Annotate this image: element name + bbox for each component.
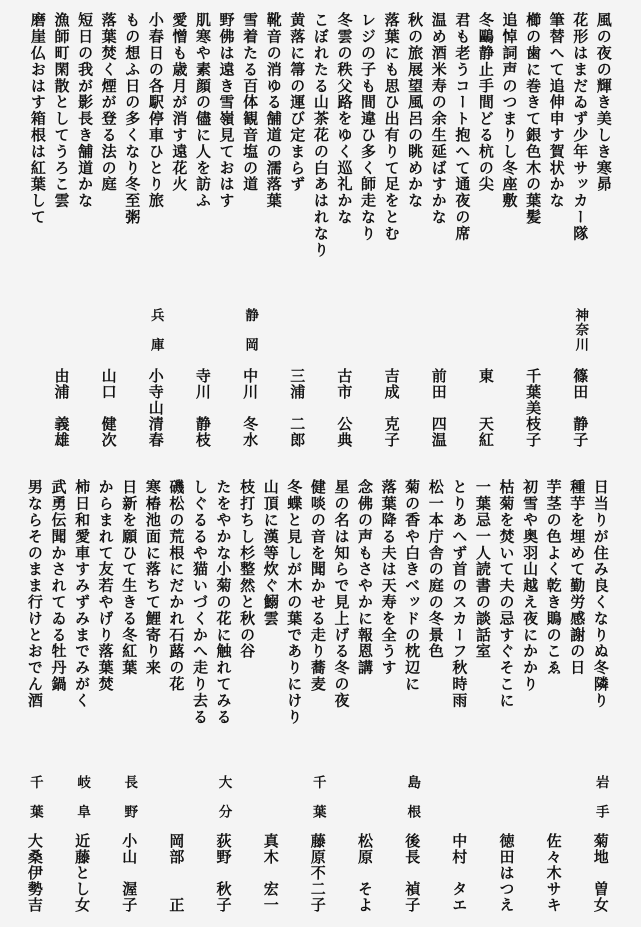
haiku-column: 追悼詞声のつまりし冬座敷 xyxy=(500,12,519,209)
author-name xyxy=(211,833,235,913)
haiku-column: 日当りが住み良くなりぬ冬隣り xyxy=(591,479,610,709)
author-surname: 荻野 xyxy=(214,833,233,865)
author-surname: 小寺山 xyxy=(146,368,165,416)
author-given-name: 伊勢吉 xyxy=(25,865,44,913)
haiku-column: 念佛の声もさやかに報恩講 xyxy=(356,479,375,676)
haiku-column: もの想ふ日の多くなり冬至粥 xyxy=(123,12,142,226)
author-name xyxy=(447,833,471,913)
author-prefecture: 長野 xyxy=(121,775,138,818)
haiku-column: たをやかな小菊の花に触れてみる xyxy=(214,479,233,725)
author-prefecture xyxy=(447,775,471,818)
author-name xyxy=(588,833,612,913)
author-surname: 徳田 xyxy=(497,833,516,865)
haiku-column: 落葉焚く煙が登る法の庭 xyxy=(99,12,118,193)
haiku-column: 寒椿池面に落ちて鯉寄り来 xyxy=(143,479,162,676)
author-entry xyxy=(494,775,518,913)
author-entry xyxy=(426,308,450,448)
author-entry xyxy=(521,308,545,448)
author-entry xyxy=(305,775,329,913)
haiku-column: からまれて友若やげり落葉焚 xyxy=(96,479,115,693)
author-prefecture: 島根 xyxy=(404,775,421,818)
haiku-column: レジの子も間違ひ多く師走なり xyxy=(359,12,378,242)
author-name xyxy=(70,833,94,913)
haiku-column: 一葉忌一人読書の談話室 xyxy=(473,479,492,660)
author-prefecture xyxy=(285,308,309,351)
author-entry xyxy=(22,775,46,913)
author-given-name: 克子 xyxy=(382,416,401,448)
haiku-column: 君も老うコート抱へて通夜の席 xyxy=(453,12,472,242)
author-given-name: 公典 xyxy=(335,416,354,448)
author-entry xyxy=(258,775,282,913)
author-name xyxy=(117,833,141,913)
author-prefecture: 千葉 xyxy=(26,775,43,818)
author-given-name: 四温 xyxy=(429,416,448,448)
author-prefecture xyxy=(258,775,282,818)
haiku-column: 漁師町閑散としてうろこ雲 xyxy=(52,12,71,209)
haiku-column: 柿日和愛車すみずみまでみがく xyxy=(73,479,92,709)
author-name xyxy=(568,368,592,448)
author-given-name: 健次 xyxy=(99,416,118,448)
haiku-column: 短日の我が影長き舗道かな xyxy=(76,12,95,209)
author-given-name: タエ xyxy=(450,881,469,913)
author-prefecture: 岩手 xyxy=(592,775,609,818)
haiku-column: 松一本庁舎の庭の冬景色 xyxy=(426,479,445,660)
author-given-name: 宏一 xyxy=(261,881,280,913)
author-prefecture xyxy=(521,308,545,351)
haiku-column: 枝打ちし杉整然と秋の谷 xyxy=(238,479,257,660)
author-prefecture: 岐阜 xyxy=(74,775,91,818)
author-entry xyxy=(352,775,376,913)
haiku-column: 櫛の歯に巻きて銀色木の葉髪 xyxy=(524,12,543,226)
author-given-name: 静子 xyxy=(571,416,590,448)
author-prefecture xyxy=(96,308,120,351)
author-name xyxy=(521,368,545,448)
author-entry xyxy=(568,308,592,448)
author-prefecture xyxy=(49,308,73,351)
haiku-column: 冬雲の秩父路をゆく巡礼かな xyxy=(335,12,354,226)
author-name xyxy=(164,833,188,913)
author-entry xyxy=(332,308,356,448)
author-entry xyxy=(447,775,471,913)
author-entry xyxy=(588,775,612,913)
haiku-column: とりあへず首のスカーフ秋時雨 xyxy=(450,479,469,709)
author-entry xyxy=(96,308,120,448)
haiku-column: 花形はまだゐず少年サッカー隊 xyxy=(571,12,590,242)
haiku-column: 芋茎の色よく乾き鵙のこゑ xyxy=(544,479,563,676)
author-given-name: 曽女 xyxy=(591,881,610,913)
author-name xyxy=(190,368,214,448)
author-surname: 岡部 xyxy=(167,833,186,865)
author-surname: 真木 xyxy=(261,833,280,865)
haiku-column: 落葉降る夫は天寿を全うす xyxy=(379,479,398,676)
author-prefecture xyxy=(332,308,356,351)
author-given-name: 二郎 xyxy=(288,416,307,448)
author-surname: 山口 xyxy=(99,368,118,400)
author-given-name: 静枝 xyxy=(193,416,212,448)
haiku-column: 星の名は知らで見上げる冬の夜 xyxy=(332,479,351,709)
author-prefecture xyxy=(379,308,403,351)
author-given-name: はつえ xyxy=(497,865,516,913)
haiku-column: 愛憎も歳月が消す遠花火 xyxy=(170,12,189,193)
author-prefecture xyxy=(190,308,214,351)
haiku-column: 男ならそのまま行けとおでん酒 xyxy=(25,479,44,709)
haiku-column: 枯菊を焚いて夫の忌すぐそこに xyxy=(497,479,516,709)
author-surname: 千葉 xyxy=(524,368,543,400)
author-name xyxy=(473,368,497,448)
haiku-column: 筆替へて追伸申す賀状かな xyxy=(547,12,566,209)
haiku-column: 風の夜の輝き美しき寒昴 xyxy=(594,12,613,193)
author-entry xyxy=(211,775,235,913)
author-given-name: とし女 xyxy=(73,865,92,913)
author-prefecture xyxy=(352,775,376,818)
author-surname: 近藤 xyxy=(73,833,92,865)
haiku-column: 温め酒米寿の余生延ばすかな xyxy=(429,12,448,226)
haiku-column: 菊の香や白きベッドの枕辺に xyxy=(403,479,422,693)
author-name xyxy=(49,368,73,448)
author-entry xyxy=(541,775,565,913)
author-surname: 菊地 xyxy=(591,833,610,865)
haiku-column: 雪着たる百体観音塩の道 xyxy=(241,12,260,193)
haiku-column: こぼれたる山茶花の白あはれなり xyxy=(311,12,330,258)
author-name xyxy=(332,368,356,448)
haiku-column: 磯松の荒根にだかれ石蕗の花 xyxy=(167,479,186,693)
author-given-name: 天紅 xyxy=(476,416,495,448)
author-surname: 寺川 xyxy=(193,368,212,400)
author-given-name: 正 xyxy=(167,897,186,913)
author-surname: 中川 xyxy=(241,368,260,400)
author-surname: 松原 xyxy=(355,833,374,865)
author-name xyxy=(305,833,329,913)
author-entry xyxy=(238,308,262,448)
author-name xyxy=(494,833,518,913)
author-surname: 東 xyxy=(476,368,495,384)
author-surname: 大桑 xyxy=(25,833,44,865)
author-surname: 藤原 xyxy=(308,833,327,865)
author-name xyxy=(238,368,262,448)
author-entry xyxy=(379,308,403,448)
author-prefecture xyxy=(541,775,565,818)
author-surname: 佐々木 xyxy=(544,833,563,881)
author-prefecture xyxy=(164,775,188,818)
author-name xyxy=(352,833,376,913)
author-prefecture: 大分 xyxy=(215,775,232,818)
author-entry xyxy=(49,308,73,448)
author-name xyxy=(541,833,565,913)
haiku-column: 野佛は遠き雪嶺見ておはす xyxy=(217,12,236,209)
haiku-column: 種芋を埋めて勤労感謝の日 xyxy=(568,479,587,676)
author-name xyxy=(143,368,167,448)
haiku-column: 秋の旅展望風呂の眺めかな xyxy=(406,12,425,209)
author-name xyxy=(258,833,282,913)
author-surname: 三浦 xyxy=(288,368,307,400)
author-surname: 中村 xyxy=(450,833,469,865)
author-given-name: サキ xyxy=(544,881,563,913)
author-prefecture: 千葉 xyxy=(309,775,326,818)
author-given-name: 禎子 xyxy=(403,881,422,913)
haiku-column: 日新を願ひて生きる冬紅葉 xyxy=(120,479,139,676)
haiku-column: 黄落に箒の運び定まらず xyxy=(288,12,307,193)
author-name xyxy=(22,833,46,913)
author-entry xyxy=(70,775,94,913)
author-prefecture: 神奈川 xyxy=(572,308,589,351)
author-given-name: 美枝子 xyxy=(524,400,543,448)
author-name xyxy=(379,368,403,448)
author-given-name: 渥子 xyxy=(120,881,139,913)
author-surname: 由浦 xyxy=(52,368,71,400)
author-given-name: 義雄 xyxy=(52,416,71,448)
author-name xyxy=(96,368,120,448)
haiku-section-bottom xyxy=(22,479,612,739)
author-surname: 吉成 xyxy=(382,368,401,400)
author-prefecture: 兵庫 xyxy=(147,308,164,351)
author-given-name: 秋子 xyxy=(214,881,233,913)
haiku-column: 磨崖仏おはす箱根は紅葉して xyxy=(28,12,47,226)
author-entry xyxy=(117,775,141,913)
author-entry xyxy=(285,308,309,448)
haiku-column: しぐるるや猫いづくかへ走り去る xyxy=(190,479,209,725)
haiku-column: 冬鷗静止手間どる杭の尖 xyxy=(476,12,495,193)
haiku-column: 肌寒や素顔の儘に人を訪ふ xyxy=(193,12,212,209)
author-surname: 前田 xyxy=(429,368,448,400)
author-prefecture xyxy=(426,308,450,351)
author-entry xyxy=(164,775,188,913)
haiku-section-top xyxy=(25,12,615,272)
author-surname: 小山 xyxy=(120,833,139,865)
author-given-name: 不二子 xyxy=(308,865,327,913)
author-name xyxy=(285,368,309,448)
author-surname: 古市 xyxy=(335,368,354,400)
author-name xyxy=(426,368,450,448)
author-given-name: 冬水 xyxy=(241,416,260,448)
author-surname: 後長 xyxy=(403,833,422,865)
author-given-name: 清春 xyxy=(146,416,165,448)
author-entry xyxy=(400,775,424,913)
author-entry xyxy=(473,308,497,448)
haiku-column: 健啖の音を聞かせる走り蕎麦 xyxy=(308,479,327,693)
author-given-name: そよ xyxy=(355,881,374,913)
author-name xyxy=(400,833,424,913)
author-surname: 篠田 xyxy=(571,368,590,400)
haiku-column: 冬蝶と見しが木の葉でありにけり xyxy=(285,479,304,725)
author-entry xyxy=(143,308,167,448)
haiku-column: 武勇伝聞かされてゐる牡丹鍋 xyxy=(49,479,68,693)
haiku-column: 山頂に漢等炊ぐ鰯雲 xyxy=(261,479,280,627)
haiku-column: 小春日の各駅停車ひとり旅 xyxy=(146,12,165,209)
author-prefecture: 静岡 xyxy=(242,308,259,351)
haiku-column: 初雪や奥羽山越え夜にかかり xyxy=(521,479,540,693)
author-prefecture xyxy=(494,775,518,818)
author-prefecture xyxy=(473,308,497,351)
author-entry xyxy=(190,308,214,448)
haiku-column: 落葉にも思ひ出有りて足をとむ xyxy=(382,12,401,242)
haiku-column: 靴音の消ゆる舗道の濡落葉 xyxy=(264,12,283,209)
